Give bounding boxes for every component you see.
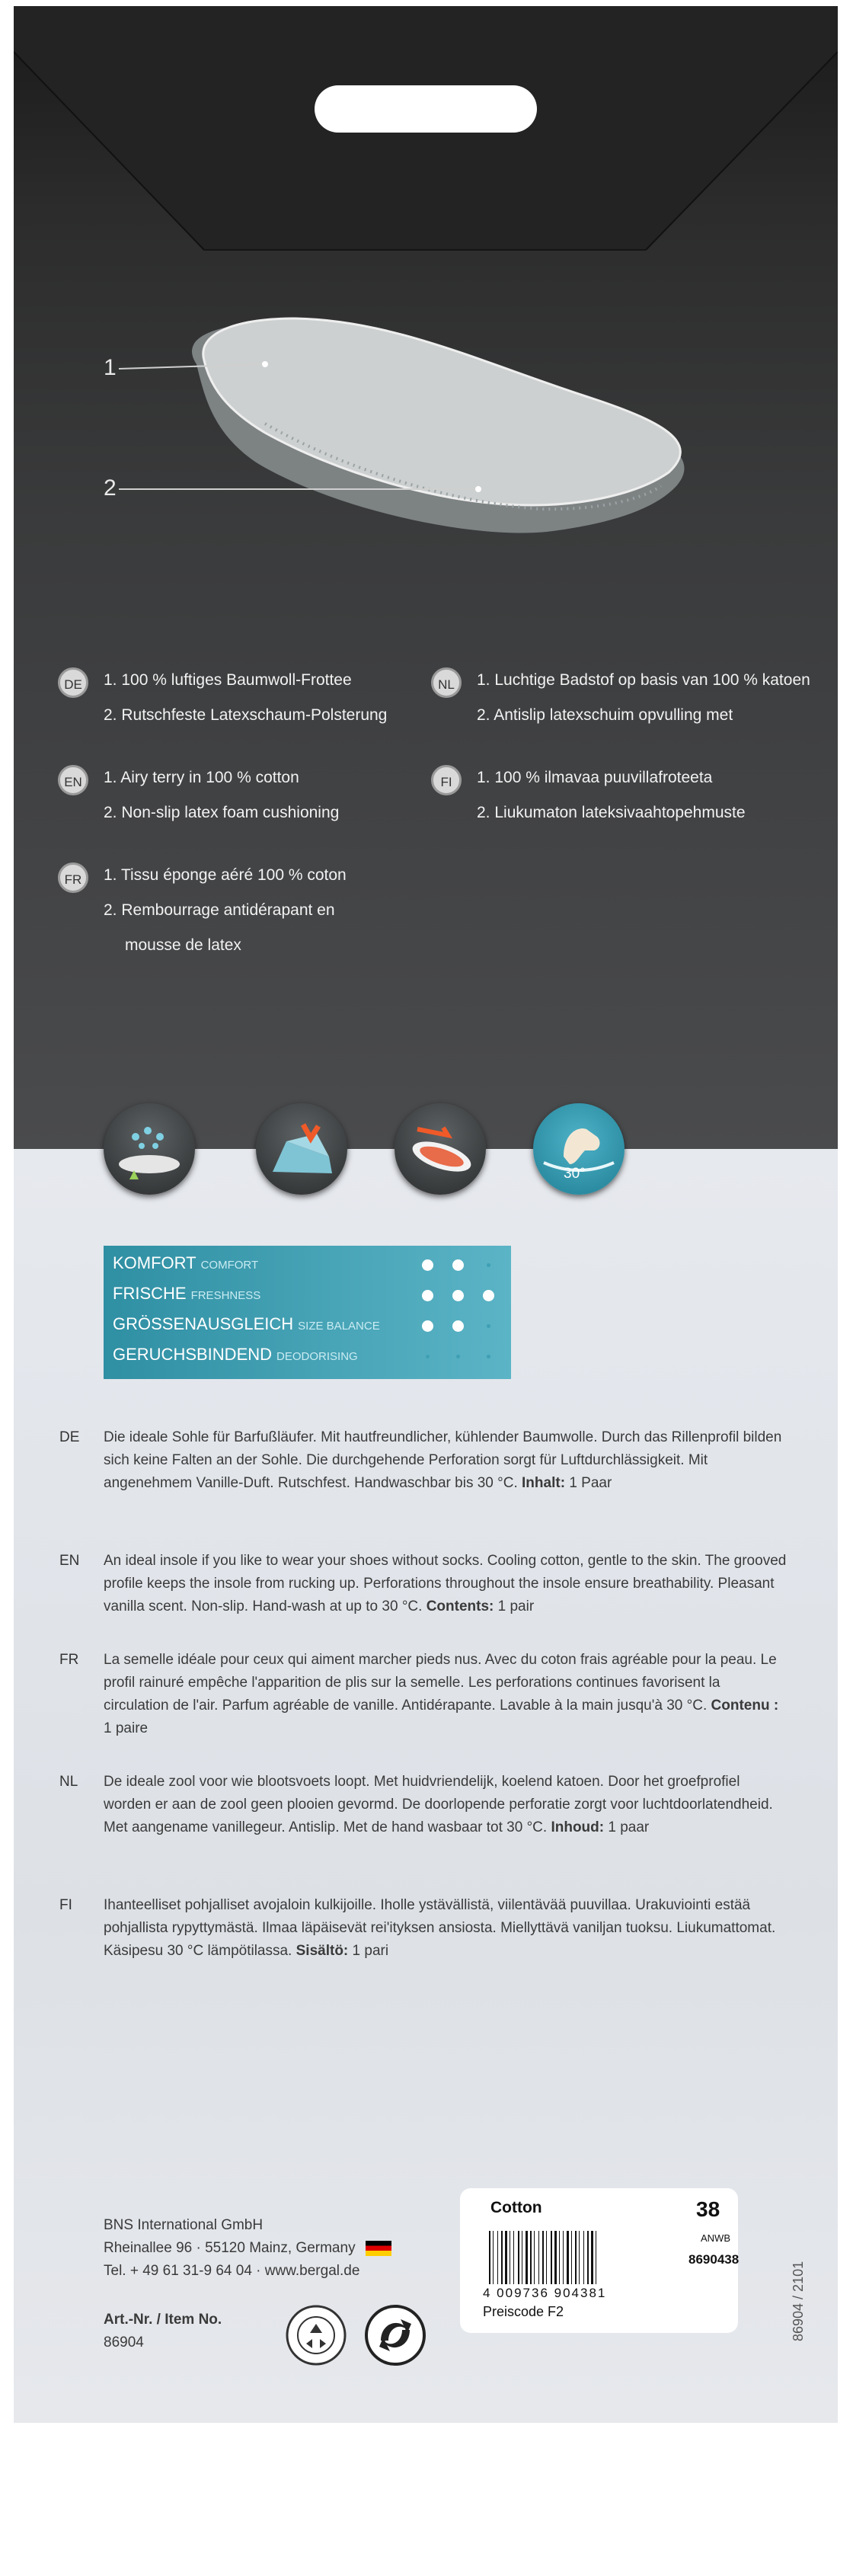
price-label bbox=[460, 2188, 738, 2333]
list-item: mousse de latex bbox=[125, 936, 241, 954]
barcode-bar bbox=[530, 2231, 532, 2284]
list-item: 2. Antislip latexschuim opvulling met bbox=[477, 706, 733, 724]
lang-badge-fi: FI bbox=[431, 765, 462, 795]
label-anwb: ANWB bbox=[701, 2232, 730, 2244]
company-address bbox=[104, 2214, 391, 2283]
article-label: Art.-Nr. / Item No. bbox=[104, 2312, 222, 2328]
lang-list-nl bbox=[477, 663, 810, 733]
list-item: 1. Tissu éponge aéré 100 % coton bbox=[104, 866, 347, 884]
barcode bbox=[489, 2231, 672, 2284]
barcode-bar bbox=[518, 2231, 519, 2284]
feature-row: FRISCHE FRESHNESS bbox=[113, 1284, 261, 1303]
lang-badge-fr: FR bbox=[58, 862, 88, 893]
rating-dot bbox=[452, 1290, 464, 1301]
german-flag-icon bbox=[366, 2241, 391, 2256]
list-item: 2. Rutschfeste Latexschaum-Polsterung bbox=[104, 706, 388, 724]
barcode-bar bbox=[551, 2231, 552, 2284]
barcode-bar bbox=[571, 2231, 572, 2284]
lang-list-fr bbox=[104, 858, 347, 963]
callout-1: 1 bbox=[104, 355, 117, 380]
barcode-bar bbox=[559, 2231, 560, 2284]
barcode-bar bbox=[493, 2231, 494, 2284]
article-number: 86904 bbox=[104, 2334, 144, 2350]
label-price-code: Preiscode F2 bbox=[483, 2304, 564, 2319]
list-item: 2. Liukumaton lateksivaahtopehmuste bbox=[477, 804, 746, 821]
list-item: 2. Non-slip latex foam cushioning bbox=[104, 804, 340, 821]
company-street: Rheinallee 96 · 55120 Mainz, Germany bbox=[104, 2237, 391, 2260]
label-size: 38 bbox=[696, 2197, 720, 2221]
barcode-bar bbox=[526, 2231, 528, 2284]
lang-badge-en: EN bbox=[58, 765, 88, 795]
callout-2: 2 bbox=[104, 475, 117, 501]
barcode-bar bbox=[489, 2231, 490, 2284]
feature-row: GERUCHSBINDEND DEODORISING bbox=[113, 1345, 358, 1364]
label-ean: 4 009736 904381 bbox=[483, 2286, 607, 2300]
rating-dot bbox=[422, 1259, 433, 1271]
package-back bbox=[14, 6, 838, 2423]
lang-badge-nl: NL bbox=[431, 667, 462, 698]
recycle-paper-icon bbox=[285, 2304, 347, 2366]
lang-list-en bbox=[104, 760, 339, 830]
barcode-bar bbox=[501, 2231, 503, 2284]
label-product: Cotton bbox=[490, 2199, 542, 2216]
barcode-bar bbox=[563, 2231, 564, 2284]
insole-illustration bbox=[14, 6, 838, 585]
rating-dot bbox=[456, 1355, 460, 1358]
lang-list-fi bbox=[477, 760, 746, 830]
desc-fi: Ihanteelliset pohjalliset avojaloin kulkijoille. Iholle ystävällistä, viilentävää puuvillaa. Urakuviointi estää pohjallista rypyttymästä. Ilmaa läpäisevät rei'ityksen ansiosta. Miellyttävä vanilјan tuoksu. Liukumattomat. Käsipesu 30 °C lämpötilassa. Sisältö: 1 pari bbox=[104, 1897, 776, 1959]
rating-dot bbox=[422, 1290, 433, 1301]
desc-code-de: DE bbox=[59, 1429, 80, 1445]
barcode-bar bbox=[567, 2231, 569, 2284]
list-item: 1. 100 % ilmavaa puuvillafroteeta bbox=[477, 769, 713, 786]
feature-row: KOMFORT COMFORT bbox=[113, 1253, 259, 1272]
barcode-bar bbox=[587, 2231, 589, 2284]
list-item: 1. 100 % luftiges Baumwoll-Frottee bbox=[104, 671, 352, 689]
barcode-bar bbox=[538, 2231, 539, 2284]
rating-dot bbox=[452, 1320, 464, 1332]
list-item: 2. Rembourrage antidérapant en bbox=[104, 901, 335, 919]
hand-wash-icon bbox=[533, 1103, 625, 1195]
desc-code-fi: FI bbox=[59, 1897, 72, 1913]
barcode-bar bbox=[546, 2231, 547, 2284]
rating-dot bbox=[487, 1324, 490, 1328]
feature-row: GRÖSSENAUSGLEICH SIZE BALANCE bbox=[113, 1314, 380, 1333]
desc-en: An ideal insole if you like to wear your shoes without socks. Cooling cotton, gentle to the skin. The grooved profile keeps the insole from rucking up. Perforations throughout the insole ensure breathability. Pleasant vanilla scent. Non-slip. Hand-wash at up to 30 °C. Contents: 1 pair bbox=[104, 1553, 787, 1614]
lang-badge-de: DE bbox=[58, 667, 88, 698]
rating-dot bbox=[422, 1320, 433, 1332]
barcode-bar bbox=[505, 2231, 507, 2284]
barcode-bar bbox=[579, 2231, 580, 2284]
lang-list-de bbox=[104, 663, 387, 733]
rating-dot bbox=[487, 1355, 490, 1358]
company-contact: Tel. + 49 61 31-9 64 04 · www.bergal.de bbox=[104, 2263, 360, 2279]
rating-dot bbox=[452, 1259, 464, 1271]
barcode-bar bbox=[513, 2231, 514, 2284]
green-dot-icon bbox=[364, 2304, 426, 2366]
barcode-bar bbox=[542, 2231, 544, 2284]
rating-dot bbox=[426, 1355, 430, 1358]
desc-code-fr: FR bbox=[59, 1652, 79, 1668]
desc-code-en: EN bbox=[59, 1553, 80, 1569]
insole-heat-icon bbox=[395, 1103, 486, 1195]
rating-dot bbox=[487, 1263, 490, 1267]
wash-temp: 30° bbox=[564, 1166, 586, 1182]
heel-cushion-icon bbox=[256, 1103, 347, 1195]
desc-fr: La semelle idéale pour ceux qui aiment marcher pieds nus. Avec du coton frais agréable pour la peau. Le profil rainuré empêche l'apparition de plis sur la semelle. Les perforations continues favorisent la circulation de l'air. Parfum agréable de vanille. Antidérapante. Lavable à la main jusqu'à 30 °C. Contenu : 1 paire bbox=[104, 1652, 779, 1736]
dark-panel bbox=[14, 6, 838, 1149]
desc-code-nl: NL bbox=[59, 1774, 78, 1790]
breathable-icon bbox=[104, 1103, 195, 1195]
list-item: 1. Airy terry in 100 % cotton bbox=[104, 769, 299, 786]
desc-nl: De ideale zool voor wie blootsvoets loopt. Met huidvriendelijk, koelend katoen. Door het groefprofiel worden er aan de zool geen plooien gevormd. De doorlopende perforatie zorgt voor luchtdoorlatendheid. Met aangename vanillegeur. Antislip. Met de hand wasbaar tot 30 °C. Inhoud: 1 paar bbox=[104, 1774, 773, 1835]
barcode-bar bbox=[575, 2231, 577, 2284]
barcode-bar bbox=[583, 2231, 584, 2284]
desc-de: Die ideale Sohle für Barfußläufer. Mit hautfreundlicher, kühlender Baumwolle. Durch das Rillenprofil bilden sich keine Falten an der Sohle. Die durchgehende Perforation sorgt für Luftdurchlässigkeit. Mit angenehmem Vanille-Duft. Rutschfest. Handwaschbar bis 30 °C. Inhalt: 1 Paar bbox=[104, 1429, 782, 1491]
barcode-bar bbox=[534, 2231, 535, 2284]
barcode-bar bbox=[497, 2231, 498, 2284]
feature-rating-box bbox=[104, 1246, 511, 1379]
barcode-bar bbox=[591, 2231, 593, 2284]
company-name: BNS International GmbH bbox=[104, 2217, 264, 2233]
list-item: 1. Luchtige Badstof op basis van 100 % katoen bbox=[477, 671, 810, 689]
rating-dot bbox=[483, 1290, 494, 1301]
barcode-bar bbox=[554, 2231, 557, 2284]
side-code: 86904 / 2101 bbox=[791, 2261, 806, 2341]
label-code: 8690438 bbox=[688, 2252, 740, 2267]
